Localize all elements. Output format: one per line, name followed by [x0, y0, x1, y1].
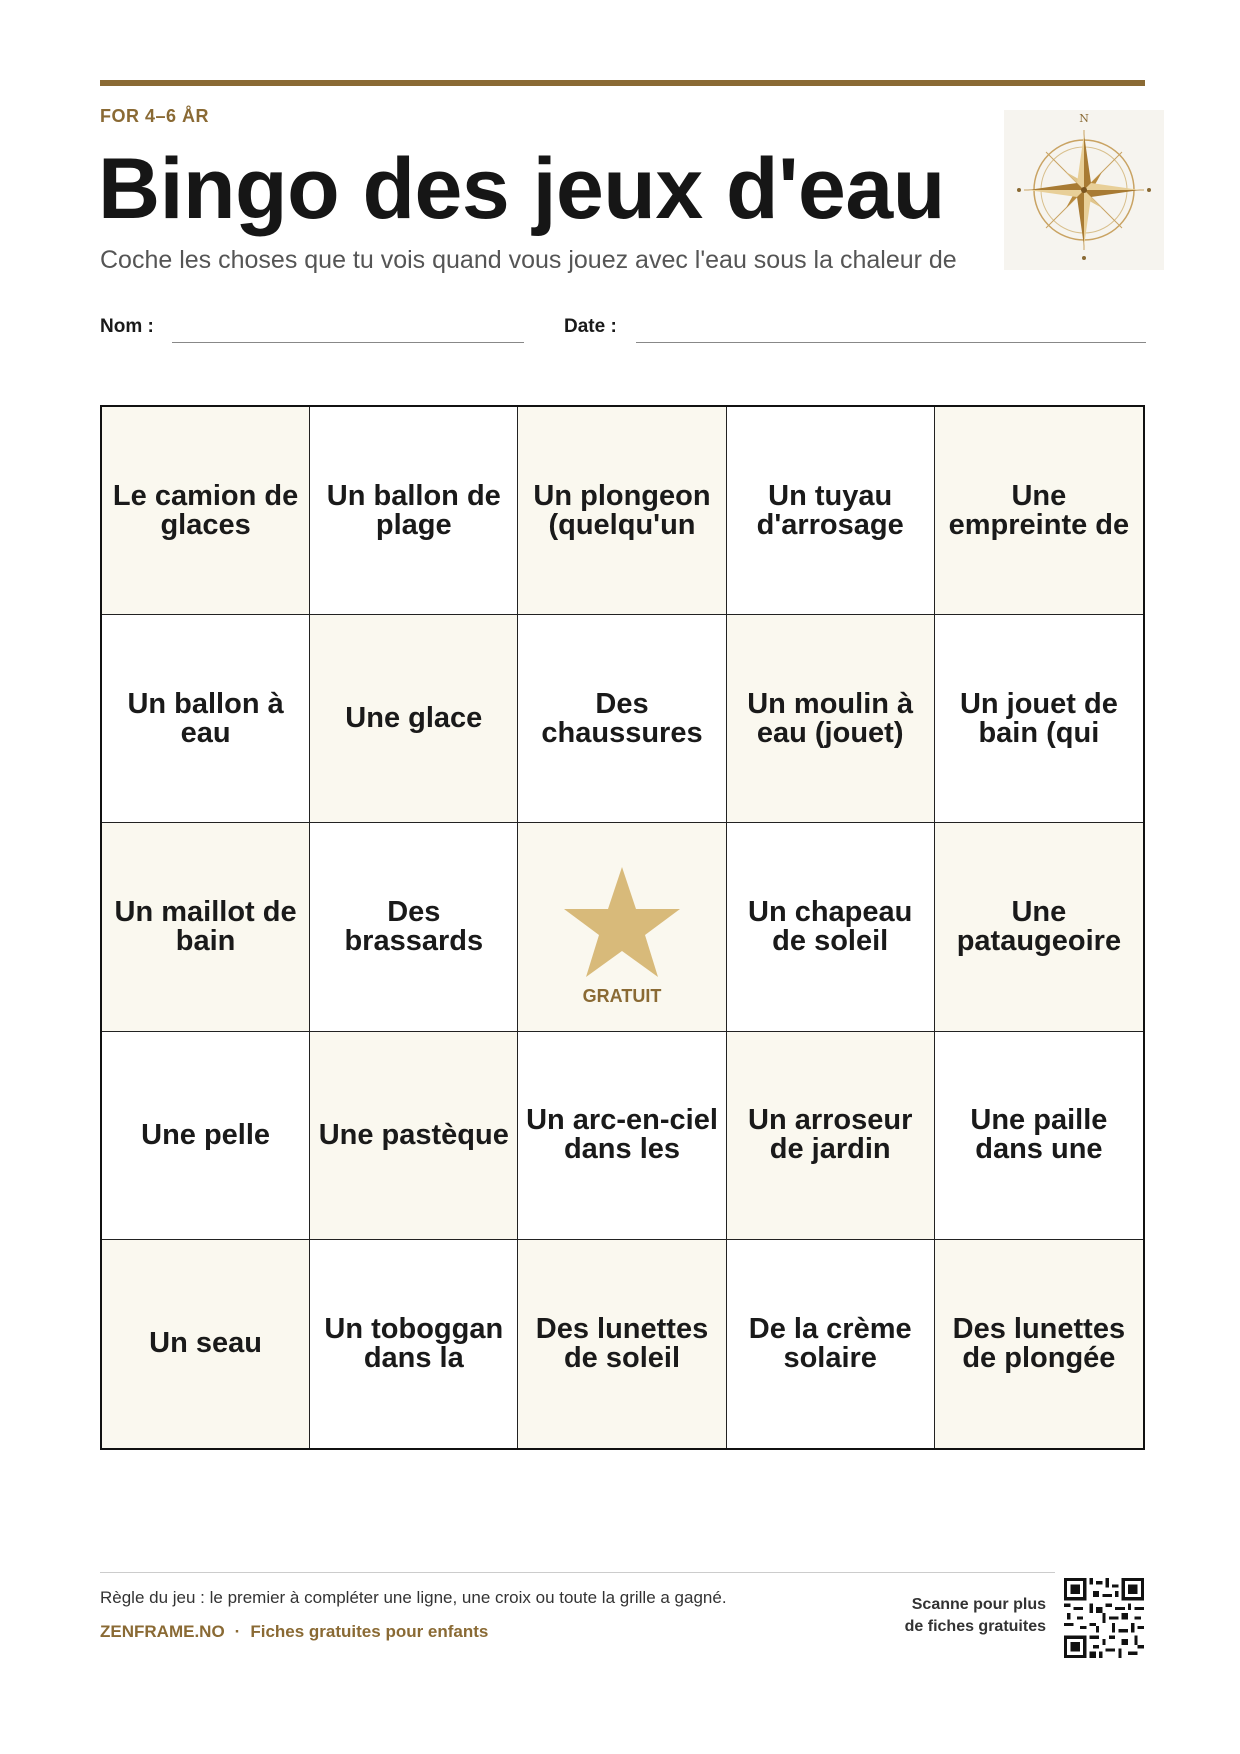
date-label: Date :: [564, 316, 617, 337]
bingo-cell[interactable]: [102, 407, 310, 615]
bingo-cell-label: Une paille dans une: [970, 1106, 1108, 1165]
bingo-cell-label: Des lunettes de plongée: [952, 1314, 1126, 1373]
bingo-cell[interactable]: [310, 615, 518, 823]
scan-line-2: de fiches gratuites: [904, 1617, 1046, 1635]
bingo-cell[interactable]: [518, 1032, 726, 1240]
name-label: Nom :: [100, 316, 154, 337]
bingo-cell-label: Une pataugeoire: [956, 897, 1122, 956]
bingo-cell[interactable]: [935, 1032, 1143, 1240]
bingo-cell-label: Des brassards: [344, 897, 484, 956]
bingo-cell-label: Un chapeau de soleil: [748, 897, 913, 956]
compass-rose-icon: [1004, 110, 1164, 270]
bingo-cell-label: Une empreinte de: [948, 481, 1130, 540]
bingo-cell-label: Un moulin à eau (jouet): [747, 689, 914, 748]
bingo-cell[interactable]: [727, 407, 935, 615]
bingo-cell[interactable]: [935, 615, 1143, 823]
bingo-cell[interactable]: [102, 1240, 310, 1448]
top-rule: [100, 80, 1145, 86]
brand-tagline: Fiches gratuites pour enfants: [250, 1622, 489, 1641]
brand-name[interactable]: ZENFRAME.NO: [100, 1622, 225, 1641]
bingo-cell-label: Des lunettes de soleil: [535, 1314, 709, 1373]
bingo-cell[interactable]: [102, 615, 310, 823]
bingo-cell[interactable]: [310, 823, 518, 1031]
qr-code-icon[interactable]: [1064, 1578, 1144, 1658]
compass-north-label: N: [1079, 112, 1089, 125]
bingo-cell-label: Une pelle: [141, 1120, 271, 1150]
footer-divider: [100, 1572, 1055, 1573]
bingo-cell[interactable]: [935, 1240, 1143, 1448]
bingo-cell-label: Un tuyau d'arrosage: [756, 481, 904, 540]
bingo-cell-label: Un seau: [149, 1329, 262, 1359]
scan-caption: [905, 1594, 1046, 1637]
bingo-cell-label: Un maillot de bain: [114, 897, 297, 956]
bingo-cell[interactable]: [727, 1240, 935, 1448]
bingo-cell[interactable]: [310, 1032, 518, 1240]
page-subtitle: Coche les choses que tu vois quand vous jouez avec l'eau sous la chaleur de: [100, 246, 957, 274]
bingo-cell[interactable]: [102, 1032, 310, 1240]
bingo-cell[interactable]: [727, 615, 935, 823]
bingo-cell[interactable]: [727, 1032, 935, 1240]
date-field[interactable]: [636, 342, 1146, 343]
star-icon: [560, 863, 684, 981]
bingo-cell[interactable]: [518, 407, 726, 615]
age-label: FOR 4–6 ÅR: [100, 106, 210, 126]
bingo-cell-label: Un arroseur de jardin: [748, 1106, 913, 1165]
bingo-cell[interactable]: [935, 407, 1143, 615]
bingo-cell-label: Un ballon à eau: [127, 689, 284, 748]
bingo-cell[interactable]: [727, 823, 935, 1031]
bingo-cell[interactable]: [310, 1240, 518, 1448]
bingo-cell-label: Une pastèque: [318, 1120, 509, 1150]
bingo-cell[interactable]: [935, 823, 1143, 1031]
bingo-cell[interactable]: [102, 823, 310, 1031]
brand-separator: ·: [234, 1622, 241, 1641]
footer-brand: [100, 1622, 488, 1642]
name-field[interactable]: [172, 342, 524, 343]
bingo-cell-label: Un arc-en-ciel dans les: [526, 1106, 718, 1165]
bingo-cell-label: De la crème solaire: [748, 1314, 912, 1373]
bingo-cell[interactable]: [310, 407, 518, 615]
game-rule: Règle du jeu : le premier à compléter une ligne, une croix ou toute la grille a gagné.: [100, 1588, 727, 1607]
scan-line-1: Scanne pour plus: [911, 1596, 1046, 1613]
free-label: GRATUIT: [582, 985, 662, 1006]
bingo-cell[interactable]: [518, 615, 726, 823]
bingo-cell-label: Un toboggan dans la: [324, 1314, 504, 1373]
bingo-cell-label: Le camion de glaces: [112, 481, 299, 540]
bingo-grid: [100, 405, 1145, 1450]
bingo-cell-label: Une glace: [345, 704, 483, 734]
bingo-cell[interactable]: [518, 1240, 726, 1448]
bingo-cell-label: Un jouet de bain (qui: [959, 689, 1118, 748]
bingo-cell-label: Un ballon de plage: [326, 481, 501, 540]
bingo-cell-label: Un plongeon (quelqu'un: [533, 481, 711, 540]
free-cell[interactable]: [518, 823, 726, 1031]
page-title: Bingo des jeux d'eau: [98, 141, 945, 237]
bingo-cell-label: Des chaussures: [541, 689, 703, 748]
